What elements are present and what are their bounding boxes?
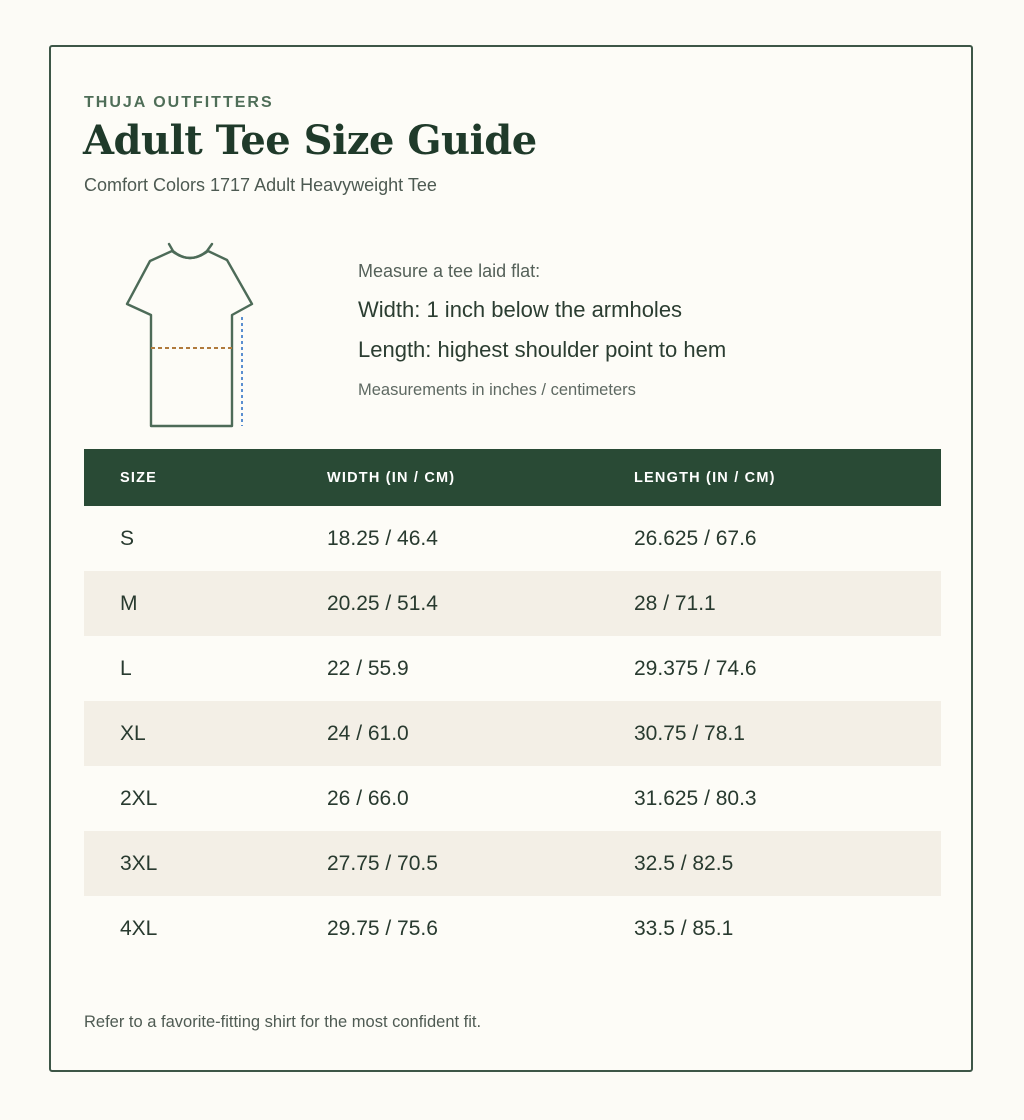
size-guide-card	[49, 45, 973, 1072]
measure-intro: Measure a tee laid flat:	[358, 261, 541, 281]
table-row	[84, 766, 941, 831]
table-row	[84, 636, 941, 701]
table-row	[84, 506, 941, 571]
cell-length: 32.5 / 82.5	[634, 851, 734, 875]
page-title: Adult Tee Size Guide	[83, 117, 537, 164]
header-size: SIZE	[120, 469, 158, 486]
cell-length: 26.625 / 67.6	[634, 526, 757, 550]
header-width: WIDTH (IN / CM)	[327, 469, 456, 486]
cell-size: 4XL	[120, 916, 158, 940]
cell-length: 33.5 / 85.1	[634, 916, 734, 940]
cell-size: 3XL	[120, 851, 158, 875]
table-row	[84, 571, 941, 636]
header-length: LENGTH (IN / CM)	[634, 469, 776, 486]
page-subtitle: Comfort Colors 1717 Adult Heavyweight Tee	[84, 175, 437, 195]
cell-width: 22 / 55.9	[327, 656, 409, 680]
length-instruction: Length: highest shoulder point to hem	[358, 337, 727, 362]
brand-name: THUJA OUTFITTERS	[84, 94, 274, 111]
cell-width: 26 / 66.0	[327, 786, 409, 810]
cell-width: 27.75 / 70.5	[327, 851, 438, 875]
table-header	[84, 449, 941, 506]
cell-length: 29.375 / 74.6	[634, 656, 757, 680]
cell-size: L	[120, 656, 132, 680]
size-table	[84, 449, 941, 961]
footnote: Refer to a favorite-fitting shirt for the most confident fit.	[84, 1013, 482, 1031]
table-row	[84, 896, 941, 961]
cell-width: 24 / 61.0	[327, 721, 409, 745]
width-instruction: Width: 1 inch below the armholes	[358, 297, 683, 322]
cell-length: 31.625 / 80.3	[634, 786, 757, 810]
measure-instructions	[358, 261, 918, 400]
cell-length: 28 / 71.1	[634, 591, 716, 615]
cell-width: 29.75 / 75.6	[327, 916, 438, 940]
tshirt-outline-icon	[111, 229, 271, 429]
cell-size: 2XL	[120, 786, 158, 810]
cell-size: M	[120, 591, 138, 615]
units-note: Measurements in inches / centimeters	[358, 381, 636, 399]
cell-size: XL	[120, 721, 146, 745]
table-row	[84, 701, 941, 766]
cell-width: 20.25 / 51.4	[327, 591, 438, 615]
table-row	[84, 831, 941, 896]
cell-width: 18.25 / 46.4	[327, 526, 438, 550]
cell-length: 30.75 / 78.1	[634, 721, 745, 745]
cell-size: S	[120, 526, 135, 550]
